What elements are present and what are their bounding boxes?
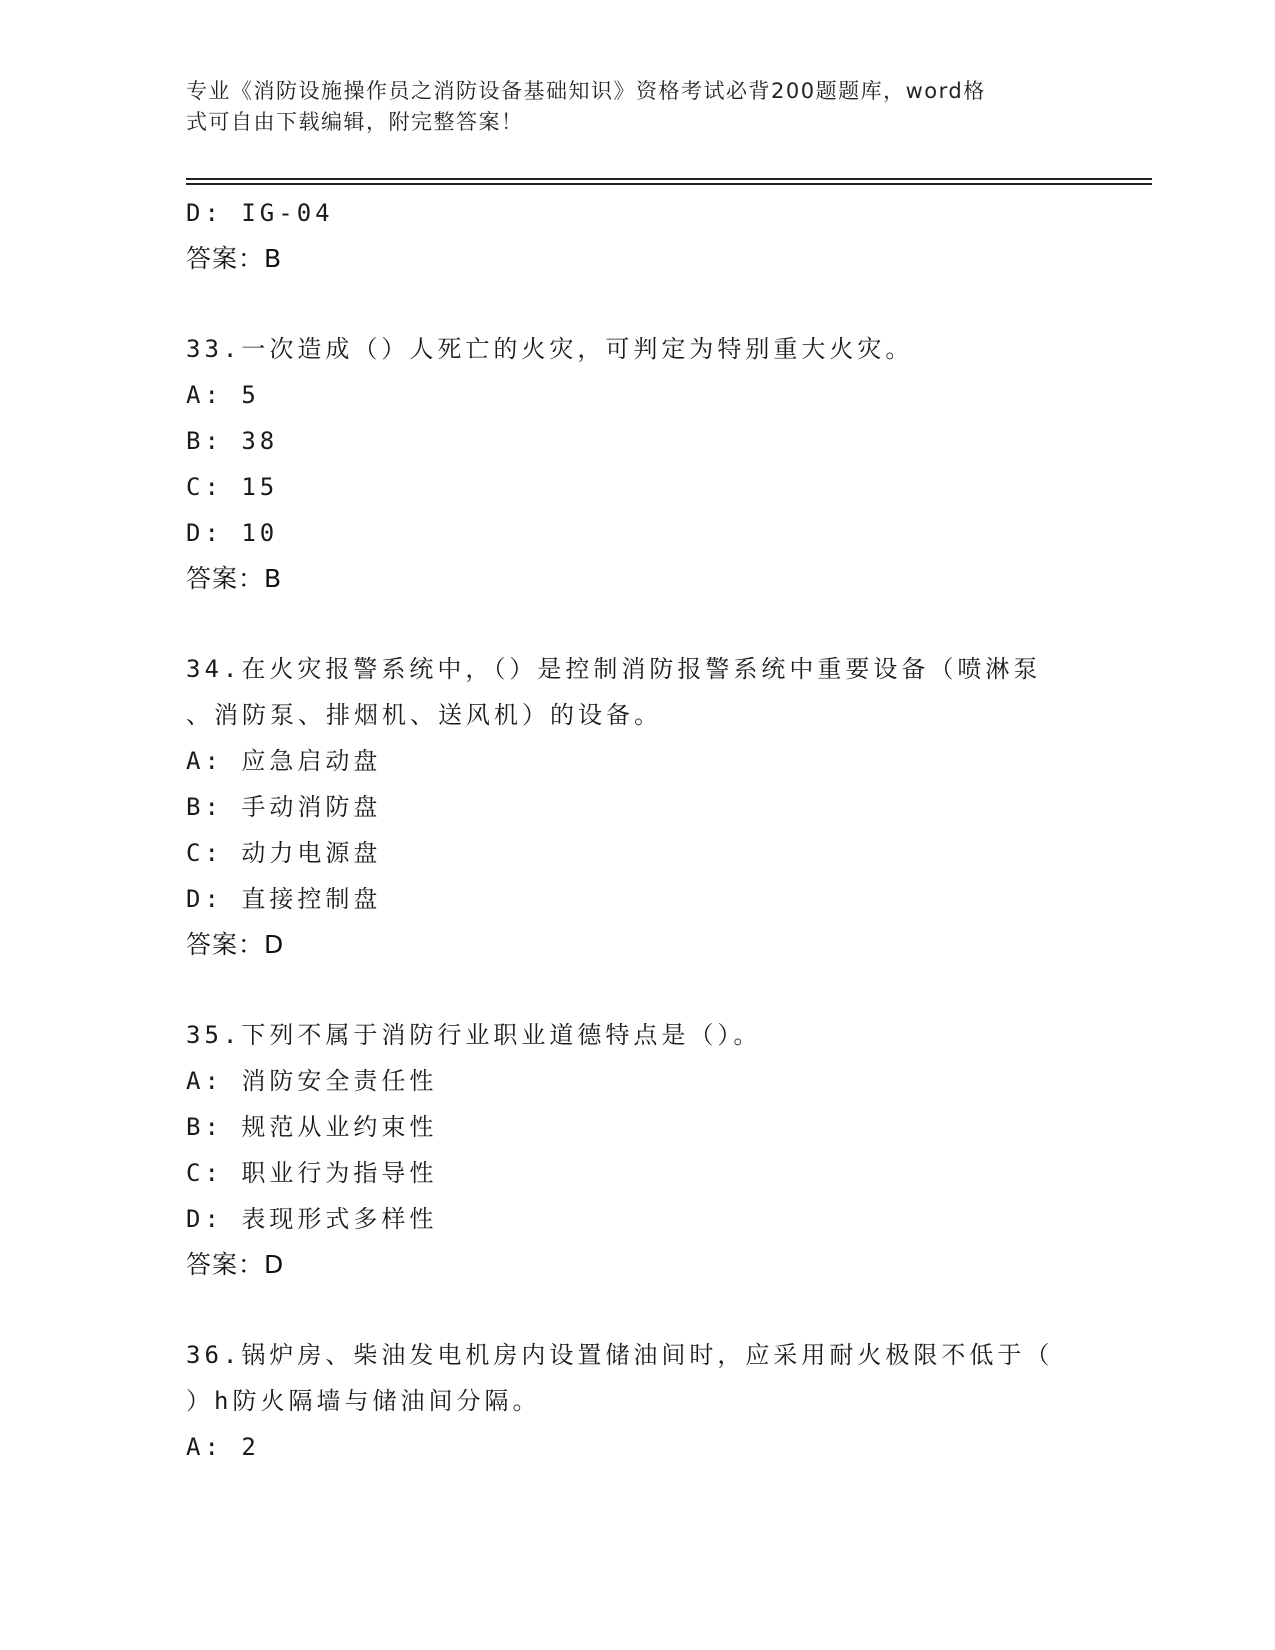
question-text-line-1: 36.锅炉房、柴油发电机房内设置储油间时，应采用耐火极限不低于（ — [186, 1341, 1054, 1369]
answer-line: 答案：B — [186, 564, 283, 593]
question-33 — [186, 326, 1086, 602]
option-d: D: 直接控制盘 — [186, 885, 382, 913]
option-a: A: 2 — [186, 1433, 260, 1461]
question-text-line-1: 34.在火灾报警系统中，（）是控制消防报警系统中重要设备（喷淋泵 — [186, 655, 1042, 683]
spacer — [186, 968, 1086, 1012]
document-body — [186, 190, 1086, 1470]
header-divider-bottom — [186, 183, 1152, 185]
previous-question-tail — [186, 190, 1086, 282]
header-divider-top — [186, 178, 1152, 180]
option-b: B: 手动消防盘 — [186, 793, 382, 821]
option-d: D: 表现形式多样性 — [186, 1205, 438, 1233]
document-header — [186, 76, 1066, 138]
question-35 — [186, 1012, 1086, 1288]
option-c: C: 动力电源盘 — [186, 839, 382, 867]
answer-line: 答案：B — [186, 244, 283, 273]
option-a: A: 5 — [186, 381, 260, 409]
option-c: C: 职业行为指导性 — [186, 1159, 438, 1187]
header-line-2: 式可自由下载编辑，附完整答案！ — [186, 110, 524, 134]
option-b: B: 规范从业约束性 — [186, 1113, 438, 1141]
option-b: B: 38 — [186, 427, 279, 455]
spacer — [186, 1288, 1086, 1332]
option-c: C: 15 — [186, 473, 279, 501]
question-text-line-2: ）h防火隔墙与储油间分隔。 — [186, 1387, 541, 1415]
spacer — [186, 282, 1086, 326]
option-a: A: 消防安全责任性 — [186, 1067, 438, 1095]
question-text: 35.下列不属于消防行业职业道德特点是（）。 — [186, 1021, 762, 1049]
option-d: D: 10 — [186, 519, 279, 547]
option-d: D: IG-04 — [186, 199, 334, 227]
answer-line: 答案：D — [186, 1250, 285, 1279]
answer-line: 答案：D — [186, 930, 285, 959]
spacer — [186, 602, 1086, 646]
option-a: A: 应急启动盘 — [186, 747, 382, 775]
question-36 — [186, 1332, 1086, 1470]
question-text: 33.一次造成（）人死亡的火灾，可判定为特别重大火灾。 — [186, 335, 914, 363]
header-line-1: 专业《消防设施操作员之消防设备基础知识》资格考试必背200题题库，word格 — [186, 79, 986, 103]
question-34 — [186, 646, 1086, 968]
question-text-line-2: 、消防泵、排烟机、送风机）的设备。 — [186, 701, 662, 729]
